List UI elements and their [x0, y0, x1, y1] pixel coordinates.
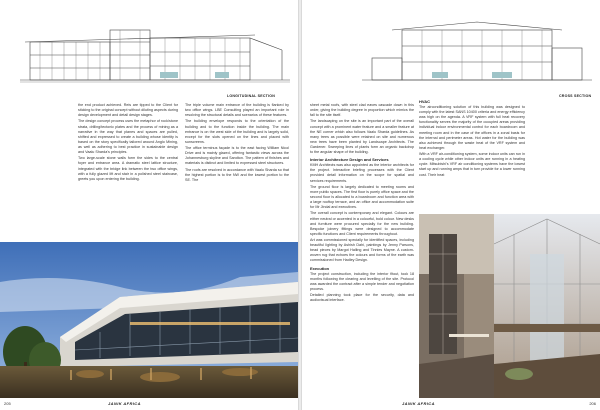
right-page: [302, 0, 600, 410]
cross-section-drawing: [362, 18, 592, 90]
paragraph: KMH Architects was also appointed as the interior architects for the project. Interactive briefing processes with the Client provided detail information on the scope for spatial and services requirements.: [310, 163, 414, 183]
page-number-right: 206: [589, 401, 596, 406]
interior-foyer-photo: [419, 214, 494, 398]
paragraph: the end product achieved. Reis are tipped to the Client for sticking to the original concept without diluting aspects during design development and detail design stages.: [78, 103, 178, 118]
publication-logo-right: JANIK AFRICA: [402, 401, 435, 406]
building-exterior-photo: [0, 242, 298, 398]
paragraph: With a VRF air-conditioning system, some indoor units can run in a cooling cycle while other indoor units are running in a heating cycle. Mitsubishi's VRF air conditioning systems have the lowest start up and running amps that in turn provide for a lower running cost. Their heat: [419, 152, 525, 177]
section-heading: HVAC: [419, 99, 431, 104]
left-column-1: [78, 103, 178, 183]
paragraph: Detailed planning took place for the security, data and audiovisual interface.: [310, 293, 414, 303]
paragraph: The building envelope responds to the orientation of the building and to the function inside the building. The main entrance is on the west side of the building and is largely solid, except for the slots opened on the lines and placed with sunscreens.: [185, 119, 289, 144]
right-column-1: [310, 103, 414, 305]
paragraph: The airconditioning solution of this building was designed to comply with the latest SANS 10400 criteria and energy efficiency was high on the agenda. A VRF system with full heat recovery functionality serves the majority of the occupied areas providing individual indoor environmental control for each boardroom and meeting room and in the case of the offices in a zonal basis for the internal and perimeter areas. Hot water for the building was also achieved through the waste heat of the VRF system and heat exchanger.: [419, 105, 525, 150]
paragraph: The overall concept is contemporary and elegant. Colours are either neutral or accented in a colourful, bold colour. New desks and furniture were procured specially for the new building. Bespoke joinery fittings were designed to accommodate specific functions and Client requirements throughout.: [310, 211, 414, 236]
section-heading: Execution: [310, 265, 330, 271]
paragraph: The office terminus façade is to the east facing William Nicol Drive and is mainly glazed, offering fantastic views across the Johannesburg skyline and Sandton. The pattern of finishes and materials is distinct and limited to expressed steel structures.: [185, 146, 289, 166]
right-column-2: [419, 97, 525, 179]
paragraph: The design concept process uses the metaphor of rock/stone strata, drilling/tectonic plates and the process of mining as a narrative in the way that planes and spaces are pulled, shifted and expressed to create a building whose identity is based on the story specifically tailored around Anglo Mining, as well as adhering to best practice in sustainable design and Vaalu Sharda's principles.: [78, 119, 178, 155]
paragraph: Art was commissioned specially for identified spaces, including beautiful lighting by Ashish Dahi, paintings by Jenny Parsons, bead pieces by Margot Halling and Tinnies Mayne. A custom-woven rug that echoes the colours and forms of the earth was commissioned from Hadley Design.: [310, 238, 414, 263]
paragraph: The ground floor is largely dedicated to meeting rooms and more public spaces. The first floor is purely office space and the second floor is allocated to a boardroom and function area with a large rooftop terrace, and an office and accommodation suite for Mr Jindal and executives.: [310, 184, 414, 210]
longitudinal-section-drawing: [20, 20, 290, 90]
paragraph: sheet metal roofs, with steel clad eaves cascade down in this order, giving the building degree in proportion which mimics the fall to the site itself.: [310, 103, 414, 118]
publication-logo-left: JANIK AFRICA: [108, 401, 141, 406]
paragraph: The project construction, including the interior fitout, took 18 months following the clearing and levelling of the site. Protocol was awarded the contract after a simple tender and negotiation process.: [310, 271, 414, 291]
left-column-2: [185, 103, 289, 184]
left-page: [0, 0, 298, 410]
interior-atrium-photo: [494, 214, 600, 398]
page-number-left: 205: [4, 401, 11, 406]
longitudinal-section-label: LONGITUDINAL SECTION: [227, 94, 276, 98]
paragraph: The roofs are resolved in accordance with Vaalu Sharda so that the highest portion is to the NW and the lowest portion to the SE. The: [185, 167, 289, 182]
section-heading: Interior Architecture Design and Services: [310, 157, 389, 163]
paragraph: The landscaping on the site is an important part of the overall concept with a prominent water feature and a smaller feature at the NE corner which also follows Vaalu Sharda guidelines. As many trees as possible were retained on site and numerous new trees have been planted by Landscape Architects. The Gardener. Sweeping lines of plants form an organic backdrop to the angular shape of the building.: [310, 119, 414, 155]
paragraph: Two large-scale stone walls form the sides to the central foyer and entrance area. A dramatic steel lattice structure, integrated with the bridge link between the two office wings, with a fully glazed lift and stair in a polished steel staircase, greets you upon entering the building.: [78, 156, 178, 181]
cross-section-label: CROSS SECTION: [559, 94, 592, 98]
paragraph: The triple volume main entrance of the building is flanked by two office wings. LBE Consulting played an important role in resolving the structural details and scenarios of these features.: [185, 103, 289, 118]
